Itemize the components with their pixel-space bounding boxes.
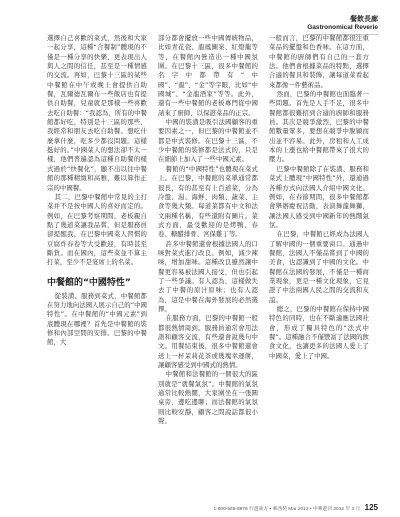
paragraph: 許多中餐館還會根據法國人的口味對菜式進行改良。例如，減少辣味，增加甜味。這種改良雖然讓中餐更容易被法國人接受，但也引起了一些爭議。有人認為，這樣做失去了中餐的原汁原味；也有人認為，這是中餐在海外發展的必然選擇。 — [158, 239, 258, 313]
page-number: 125 — [364, 503, 378, 512]
column-1 — [47, 34, 147, 480]
column-2 — [158, 34, 258, 480]
page-footer — [214, 503, 379, 512]
section-header — [306, 15, 378, 35]
section-title-en: Gastronomical Reverie — [307, 24, 378, 31]
column-3 — [269, 34, 369, 480]
paragraph: 選擇自己喜歡的菜式，然後和大家一起分享，這種“合餐制”體現的不僅是一種分享的快樂，更表現出人與人之間的信任，甚至是一種情感的交流。再如，巴黎十三區的某些中餐館在中午或晚上會提供自助餐，瓦爾德瓦爾布一些飯店也有提供自助餐，兒童就是那樣一些喜歡去吃自助餐：“我認為，所有的中餐館都好吃，特別是十三區的那些，我經常和朋友去吃自助餐。想吃什麼拿什麼，吃多少都沒問題。這樣挺好的。”中國菜人的想法卻不太一樣，他們普遍認為這種自助餐的樣式過於“快餐化”，顯不出以往中餐館的那種精緻和高雅，難以算作正宗的中國餐。 — [47, 34, 147, 192]
footer-text: 1-800-555-8878 行遊東方 • 華西苑 Mar 2012 • 中華遊刊 2012 年 3 月 — [213, 507, 361, 512]
paragraph: 部分都會擺放一些中國傳統物品，比如青花瓷、龍鳳圖案、紅燈籠等等，在餐館內營造出一種中國氛圍。在巴黎十三區，很多中餐館的名字中都帶有“中國”、“龍”、“金”等字眼，比如“中國城”、“金龍酒家”等等。此外，還有一些中餐館的老板專門從中國請來了廚師，以保證菜品的正宗。 — [158, 34, 258, 117]
paragraph: 中國的裝潢是吸引法國顧客的重要因素之一，但巴黎的中餐館並不都是中式裝修。在巴黎十三區，不少中餐館的裝修都是法式的，只是在細節上加入了一些中國元素。 — [158, 118, 258, 164]
paragraph: 然而，巴黎的中餐館也面臨著一些問題。首先是人手不足，很多中餐館都很難招到合適的廚師和服務員。其次是競爭激烈，巴黎的中餐館數量眾多，要想在競爭中脫穎而出並不容易。此外，房租和人工成本的上漲也給中餐館帶來了很大的壓力。 — [269, 90, 369, 164]
paragraph: 中餐館和法餐館的一個很大的區別就是“就餐氣氛”。中餐館的氣氛通常比較熱鬧，大家圍坐在一張圓桌旁，邊吃邊聊；而法餐館的氣氛則比較安靜，顧客之間說話都很小聲。 — [158, 370, 258, 426]
paragraph: 一般而言，巴黎的中餐館都很注重菜品的擺盤和色香味。在這方面，中餐館的廚師們有自己的一套方法。他們會根據菜品的特點，選擇合適的餐具和裝飾，讓每道菜看起來都像一件藝術品。 — [269, 34, 369, 89]
paragraph: 餐館的“中國特性”也體現在菜式上。在巴黎，中餐館的菜單通常都很長，有的甚至有上百道菜，分為冷盤、湯、海鮮、肉類、蔬菜、主食等幾大類。每道菜都有中文和法文兩種名稱，有些還附有圖片。菜式方面，最受歡迎的是烤鴨、春卷、糖醋排骨、宮保雞丁等。 — [158, 164, 258, 239]
section-heading: 中餐館的“中國特性” — [47, 277, 131, 288]
paragraph: 在巴黎，中餐館已經成為法國人了解中國的一個重要窗口。通過中餐館，法國人不僅品嘗到了中國的美食，也認識到了中國的文化。中餐館在法國的發展，不僅是一種商業現象，更是一種文化現象，它見證了中法兩國人民之間的交流和友誼。 — [269, 230, 369, 304]
paragraph: 從裝潢、服務到菜式，中餐館都在努力地向法國人展示自己的“中國特性”。在中餐館的“中國元素”到底體現在哪裡？首先是中餐館的裝修和內部空間的安排。巴黎的中餐館，大 — [47, 291, 147, 347]
article-body — [47, 34, 369, 480]
paragraph: 在服務方面，巴黎的中餐館一般都很熱情周到。服務員通常會用法語和顧客交流，有些還會說幾句中文。用餐結束後，很多中餐館還會送上一杯茉莉花茶或幾塊幸運餅，讓顧客感受到中國式的熱情。 — [158, 314, 258, 370]
paragraph: 其二，巴黎中餐館中常見的主打菜并不是按中國人的喜好而定的。例如，在巴黎考察期間，老板親自點了幾道菜讓我品嘗，但是服務員卻提醒我，在巴黎中國菜人習慣的豆腐炸春卷等大受歡迎，有時甚至斷貨。而在國內，這些菜並不算主打菜，至少不是宴席上的名菜。 — [47, 192, 147, 267]
section-title-cn: 餐飲長廊 — [350, 15, 378, 23]
paragraph: 巴黎中餐館除了在裝潢、服務和菜式上體現“中國特性”外，還通過各種方式向法國人介紹中國文化。例如，在春節期間，很多中餐館都會舉辦慶祝活動，表演舞龍舞獅，讓法國人感受到中國新年的熱鬧氣氛。 — [269, 164, 369, 229]
paragraph: 總之，巴黎的中餐館在保持中國特色的同時，也在不斷適應法國社會，形成了獨具特色的“法式中餐”。這種融合不僅豐富了法國的飲食文化，也讓更多的法國人愛上了中國菜，愛上了中國。 — [269, 304, 369, 360]
